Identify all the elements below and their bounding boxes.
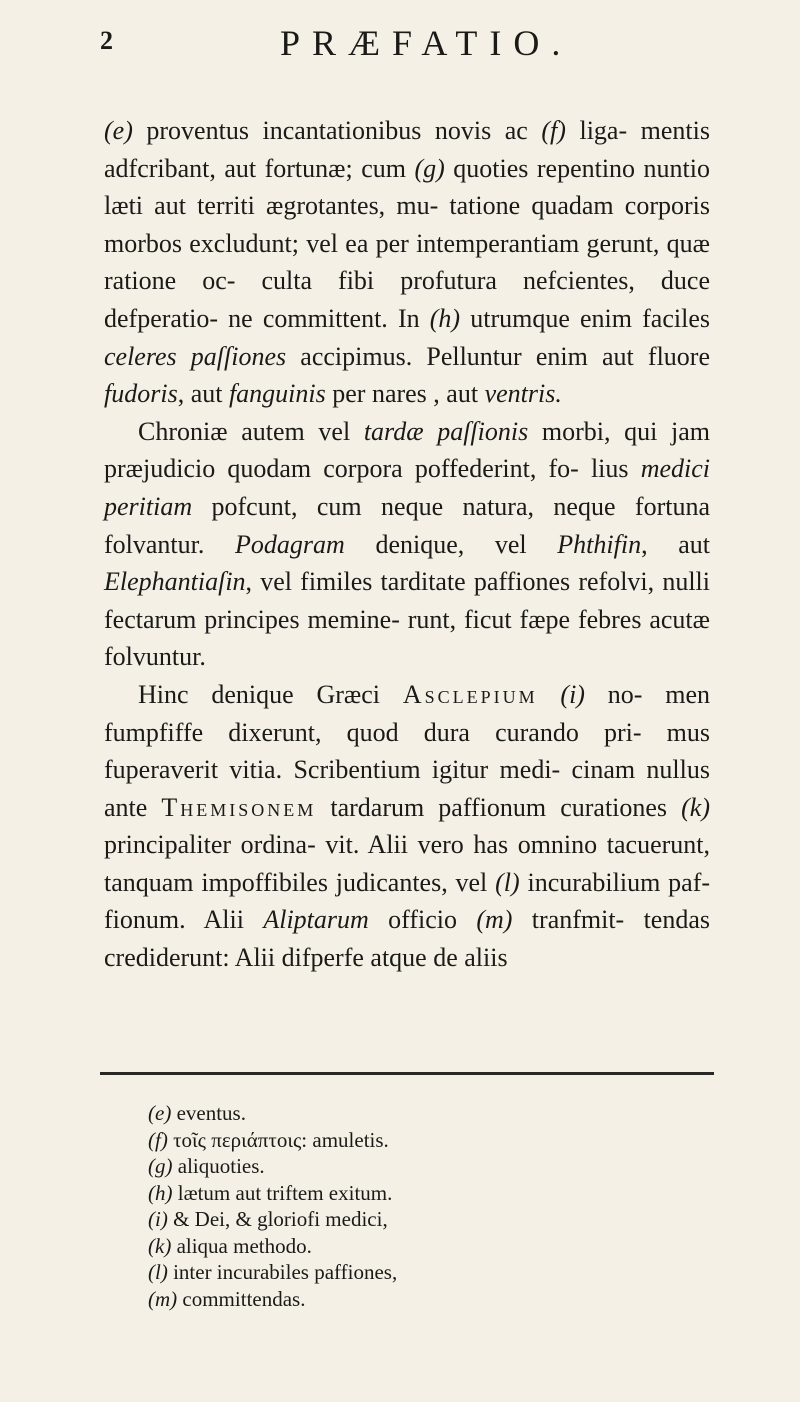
paragraph <box>104 676 710 977</box>
italic-text: ventris. <box>484 379 562 409</box>
text-run: officio <box>368 905 477 935</box>
italic-text: tardæ paſſionis <box>363 416 529 446</box>
paragraph <box>104 413 710 676</box>
footnote-text: inter incurabiles paffiones, <box>173 1260 398 1284</box>
footnote <box>148 1206 708 1233</box>
italic-text: Elephantiaſin <box>104 567 246 597</box>
footnote-mark: (g) <box>148 1154 173 1178</box>
text-run: accipimus. Pelluntur enim aut fluore <box>286 341 710 371</box>
italic-text: (l) <box>495 867 520 897</box>
text-run: utrumque enim faciles <box>460 303 710 333</box>
footnote-divider <box>100 1072 714 1075</box>
text-run: Chroniæ autem vel <box>138 416 364 446</box>
footnote <box>148 1259 708 1286</box>
text-run: tardarum paffionum curationes <box>316 792 682 822</box>
italic-text: medici peritiam <box>104 454 710 521</box>
footnote-text: lætum aut triftem exitum. <box>177 1180 393 1205</box>
running-title: PRÆFATIO. <box>280 23 573 63</box>
footnote-mark: (h) <box>148 1180 173 1205</box>
footnote-text: τοῖς περιάπτοις: amuletis. <box>173 1127 389 1152</box>
small-caps-name: Themisonem <box>161 792 317 822</box>
italic-text: Aliptarum <box>263 905 369 935</box>
italic-text: (e) <box>104 116 133 145</box>
small-caps-name: Asclepium <box>402 679 538 709</box>
italic-text: (k) <box>681 792 710 822</box>
italic-text: celeres paſſiones <box>104 341 287 371</box>
italic-text: (m) <box>476 905 513 935</box>
footnote-text: eventus. <box>176 1101 246 1125</box>
footnote-mark: (f) <box>148 1127 168 1152</box>
text-run: , aut <box>177 379 229 409</box>
text-run: liga- mentis adfcribant, aut fortunæ; cum <box>104 116 710 183</box>
italic-text: (f) <box>541 116 566 145</box>
text-run: , vel fimiles tarditate paffiones refolvi, nulli fectarum principes memine- runt, ficut fæpe febres acutæ folvuntur. <box>104 567 710 672</box>
italic-text: (g) <box>414 153 445 183</box>
text-run: incurabilium paf- fionum. Alii <box>104 867 711 935</box>
text-run: proventus incantationibus novis ac <box>132 116 542 145</box>
footnotes <box>148 1100 708 1312</box>
footnote-mark: (e) <box>148 1101 172 1125</box>
footnote <box>148 1153 708 1180</box>
footnote <box>148 1180 708 1207</box>
footnote <box>148 1233 708 1260</box>
text-run: morbi, qui jam præjudicio quodam corpora poffederint, fo- lius <box>104 416 710 484</box>
footnote <box>148 1127 708 1154</box>
text-run <box>538 680 561 709</box>
footnote-mark: (m) <box>148 1286 178 1311</box>
footnote <box>148 1286 708 1313</box>
text-run: per nares , aut <box>325 379 485 409</box>
paragraph <box>104 112 710 413</box>
footnote-text: committendas. <box>182 1286 306 1311</box>
italic-text: (i) <box>560 679 585 709</box>
italic-text: (h) <box>429 303 461 333</box>
text-run: denique, vel <box>344 529 558 559</box>
text-run: , aut <box>641 529 710 559</box>
italic-text: Phthifin <box>557 529 642 559</box>
italic-text: Podagram <box>235 529 345 559</box>
page-number: 2 <box>100 26 113 55</box>
footnote-mark: (l) <box>148 1260 168 1284</box>
text-run: tranfmit- tendas crediderunt: Alii difperfe atque de aliis <box>104 905 710 973</box>
text-run: principaliter ordina- vit. Alii vero has omnino tacuerunt, tanquam impoffibiles judicantes, vel <box>104 830 710 897</box>
footnote <box>148 1100 708 1127</box>
footnote-mark: (i) <box>148 1207 168 1231</box>
italic-text: fudoris <box>104 379 178 409</box>
text-run: no- men fumpfiffe dixerunt, quod dura curando pri- mus fuperaverit vitia. Scribentium igitur medi- cinam nullus ante <box>104 679 711 822</box>
page-header <box>100 18 740 78</box>
footnote-text: aliquoties. <box>177 1154 265 1178</box>
text-run: quoties repentino nuntio læti aut territi ægrotantes, mu- tatione quadam corporis morbos excludunt; vel ea per intemperantiam gerunt, quæ ratione oc- culta fibi profutura nefcientes, duce defperatio- ne committent. In <box>104 153 710 333</box>
text-run: pofcunt, cum neque natura, neque fortuna folvantur. <box>104 491 710 559</box>
text-run: Hinc denique Græci <box>138 679 403 709</box>
footnote-text: & Dei, & gloriofi medici, <box>173 1207 388 1231</box>
footnote-text: aliqua methodo. <box>176 1233 312 1258</box>
main-text <box>104 112 710 977</box>
footnote-mark: (k) <box>148 1233 172 1258</box>
italic-text: fanguinis <box>228 379 326 409</box>
